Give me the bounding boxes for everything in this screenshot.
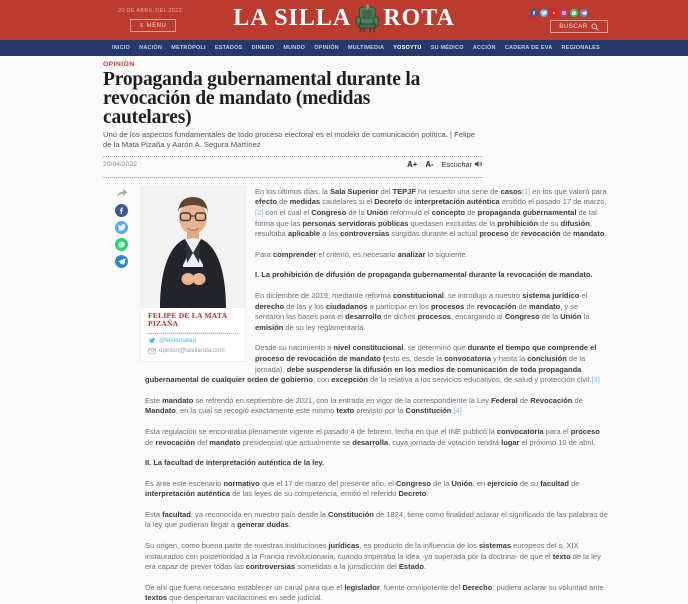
article-paragraph: Su origen, como buena parte de nuestras instituciones jurídicas, es producto de la influencia de los sistemas europeos del s. XIX instaurados con posterioridad a la Francia revolucionaria, cuando imperaba la idea -ya superada por la doctrina- de que el texto de la ley era capaz de prever todas las controversias sometidas a la jurisdicción del Estado. — [145, 541, 601, 572]
article-paragraph: Este mandato se refrendó en septiembre de 2021, con la entrada en vigor de la correspondiente la Ley Federal de Revocación de Mandato, en la cual se recogió exactamente este mismo texto previsto por la Constitución.[4] — [145, 395, 583, 416]
speaker-icon — [474, 160, 483, 168]
author-name[interactable]: FELIPE DE LA MATA PIZAÑA — [148, 310, 228, 329]
author-twitter-handle: @fdelamatap — [159, 337, 196, 344]
logo-text-right: ROTA — [383, 5, 455, 31]
share-rail — [114, 188, 129, 268]
whatsapp-icon[interactable] — [570, 9, 578, 17]
site-logo[interactable] — [233, 4, 455, 33]
nav-item-cadera-de-eva[interactable]: CADERA DE EVA — [504, 45, 553, 51]
hamburger-icon: ≡ — [139, 22, 144, 29]
nav-item-naci-n[interactable]: NACIÓN — [139, 45, 163, 51]
nav-item-inicio[interactable]: INICIO — [112, 45, 131, 51]
facebook-icon[interactable] — [530, 9, 538, 17]
search-icon — [591, 23, 599, 31]
font-decrease-button[interactable]: A- — [425, 159, 434, 169]
article-paragraph: Esta facultad, ya reconocida en nuestro país desde la Constitución de 1824, tiene como finalidad aclarar el significado de las palabras de la ley que pudieran llegar a generar dudas. — [145, 509, 608, 530]
instagram-icon[interactable] — [560, 9, 568, 17]
nav-item-su-m-dico[interactable]: SU MÉDICO — [430, 45, 464, 51]
author-email[interactable] — [148, 347, 238, 354]
article-paragraph: Para comprender el criterio, es necesario analizar lo siguiente. — [255, 249, 468, 259]
site-header — [0, 0, 688, 40]
menu-label: MENU — [146, 22, 167, 29]
article-subtitle: Uno de los aspectos fundamentales de todo proceso electoral es el modelo de comunicación política. | Felipe de la Mata Pizaña y Aarón A. Segura Martínez — [103, 130, 476, 150]
author-info — [141, 308, 245, 361]
twitter-icon[interactable] — [115, 221, 128, 234]
search-label: BUSCAR — [559, 23, 588, 30]
menu-button[interactable] — [130, 19, 176, 32]
logo-text-left: LA SILLA — [233, 5, 352, 31]
nav-item-opini-n[interactable]: OPINIÓN — [314, 45, 339, 51]
nav-item-mundo[interactable]: MUNDO — [283, 45, 306, 51]
share-arrow-icon[interactable] — [116, 188, 128, 198]
nav-item-estados[interactable]: ESTADOS — [214, 45, 243, 51]
listen-label: Escuchar — [441, 159, 472, 169]
article-paragraph: Desde su nacimiento a nivel constitucional, se determinó que durante el tiempo que comprende el proceso de revocación de mandato (esto es, desde la convocatoria y hasta la conclusión de la jornada), debe suspenderse la difusión en los medios de comunicación de toda propaganda gubernamental de cualquier orden de gobierno, con excepción de la relativa a los servicios educativos, de salud y protección civil.[3] — [145, 343, 600, 385]
nav-item-acci-n[interactable]: ACCIÓN — [472, 45, 496, 51]
footnote-link[interactable]: [4] — [453, 406, 462, 416]
header-date: 20 DE ABRIL DEL 2022 — [118, 8, 182, 14]
article-title: Propaganda gubernamental durante la revocación de mandato (medidas cautelares) — [103, 69, 421, 128]
author-email-text: opinion@lasillarota.com — [159, 347, 225, 354]
youtube-icon[interactable] — [550, 9, 558, 17]
nav-item-multimedia[interactable]: MULTIMEDIA — [348, 45, 385, 51]
whatsapp-icon[interactable] — [115, 238, 128, 251]
dotted-separator — [148, 333, 238, 334]
nav-item-regionales[interactable]: REGIONALES — [561, 45, 600, 51]
article-section-heading: II. La facultad de interpretación auténtica de la ley. — [145, 458, 325, 468]
dotted-separator — [103, 177, 483, 178]
footnote-link[interactable]: [1] — [521, 186, 531, 196]
main-nav — [0, 40, 688, 56]
telegram-icon[interactable] — [115, 255, 128, 268]
facebook-icon[interactable] — [115, 204, 128, 217]
article-header — [103, 61, 483, 178]
article-paragraph: Es ante este escenario normativo que el 17 de marzo del presente año, el Congreso de la Unión, en ejercicio de su facultad de interpretación auténtica de las leyes de su competencia, emitió el referido Decreto. — [145, 478, 580, 499]
footnote-link[interactable]: [2] — [255, 208, 264, 217]
article-body — [145, 187, 608, 604]
article-meta-row — [103, 157, 483, 172]
twitter-icon[interactable] — [540, 9, 548, 17]
publish-date: 20/04/2022 — [103, 160, 138, 168]
article-paragraph: De ahí que fuera necesario establecer un canal para que el legislador, fuente omnipotente del Derecho, pudiera aclarar su voluntad ante textos que despertaran vacilaciones en sede judicial. — [145, 582, 604, 603]
listen-button[interactable] — [442, 160, 483, 169]
article-section-heading: I. La prohibición de difusión de propaganda gubernamental durante la revocación de mandato. — [255, 270, 593, 280]
broken-chair-logo-icon — [355, 4, 379, 33]
nav-item-metr-poli[interactable]: METRÓPOLI — [171, 45, 206, 51]
telegram-icon[interactable] — [580, 9, 588, 17]
article-paragraph: En los últimos días, la Sala Superior del TEPJF ha resuelto una serie de casos[1] en los que valoró para efecto de medidas cautelares si el Decreto de interpretación auténtica emitido el pasado 17 de marzo,[2] con el cual el Congreso de la Unión reformuló el concepto de propaganda gubernamental de tal forma que las personas servidoras públicas quedasen excluidas de la prohibición de su difusión, resultaba aplicable a las controversias surgidas durante el actual proceso de revocación de mandato. — [255, 186, 607, 239]
nav-item-yosoyt-[interactable]: YOSOYTÚ — [393, 45, 422, 51]
author-twitter[interactable] — [148, 337, 238, 344]
search-button[interactable] — [550, 20, 608, 33]
mail-icon — [148, 348, 156, 354]
section-label[interactable]: OPINIÓN — [103, 61, 135, 68]
article-paragraph: Esta regulación se encontraba plenamente vigente el pasado 4 de febrero, fecha en que el INE publicó la convocatoria para el proceso de revocación del mandato presidencial que actualmente se desarrolla, cuya jornada de votación tendrá lugar el próximo 10 de abril. — [145, 426, 600, 447]
footnote-link[interactable]: [3] — [591, 375, 600, 385]
nav-item-dinero[interactable]: DINERO — [251, 45, 275, 51]
article-paragraph: En diciembre de 2019, mediante reforma constitucional, se introdujo a nuestro sistema jurídico el derecho de las y los ciudadanos a participar en los procesos de revocación de mandato, y se sentaron las bases para el desarrollo de dichos procesos, encargando al Congreso de la Unión la emisión de su ley reglamentaria. — [255, 290, 590, 332]
twitter-icon — [148, 337, 156, 344]
font-increase-button[interactable]: A+ — [407, 159, 418, 169]
author-card — [141, 187, 245, 361]
author-photo — [141, 187, 245, 308]
header-social-row — [530, 9, 588, 17]
